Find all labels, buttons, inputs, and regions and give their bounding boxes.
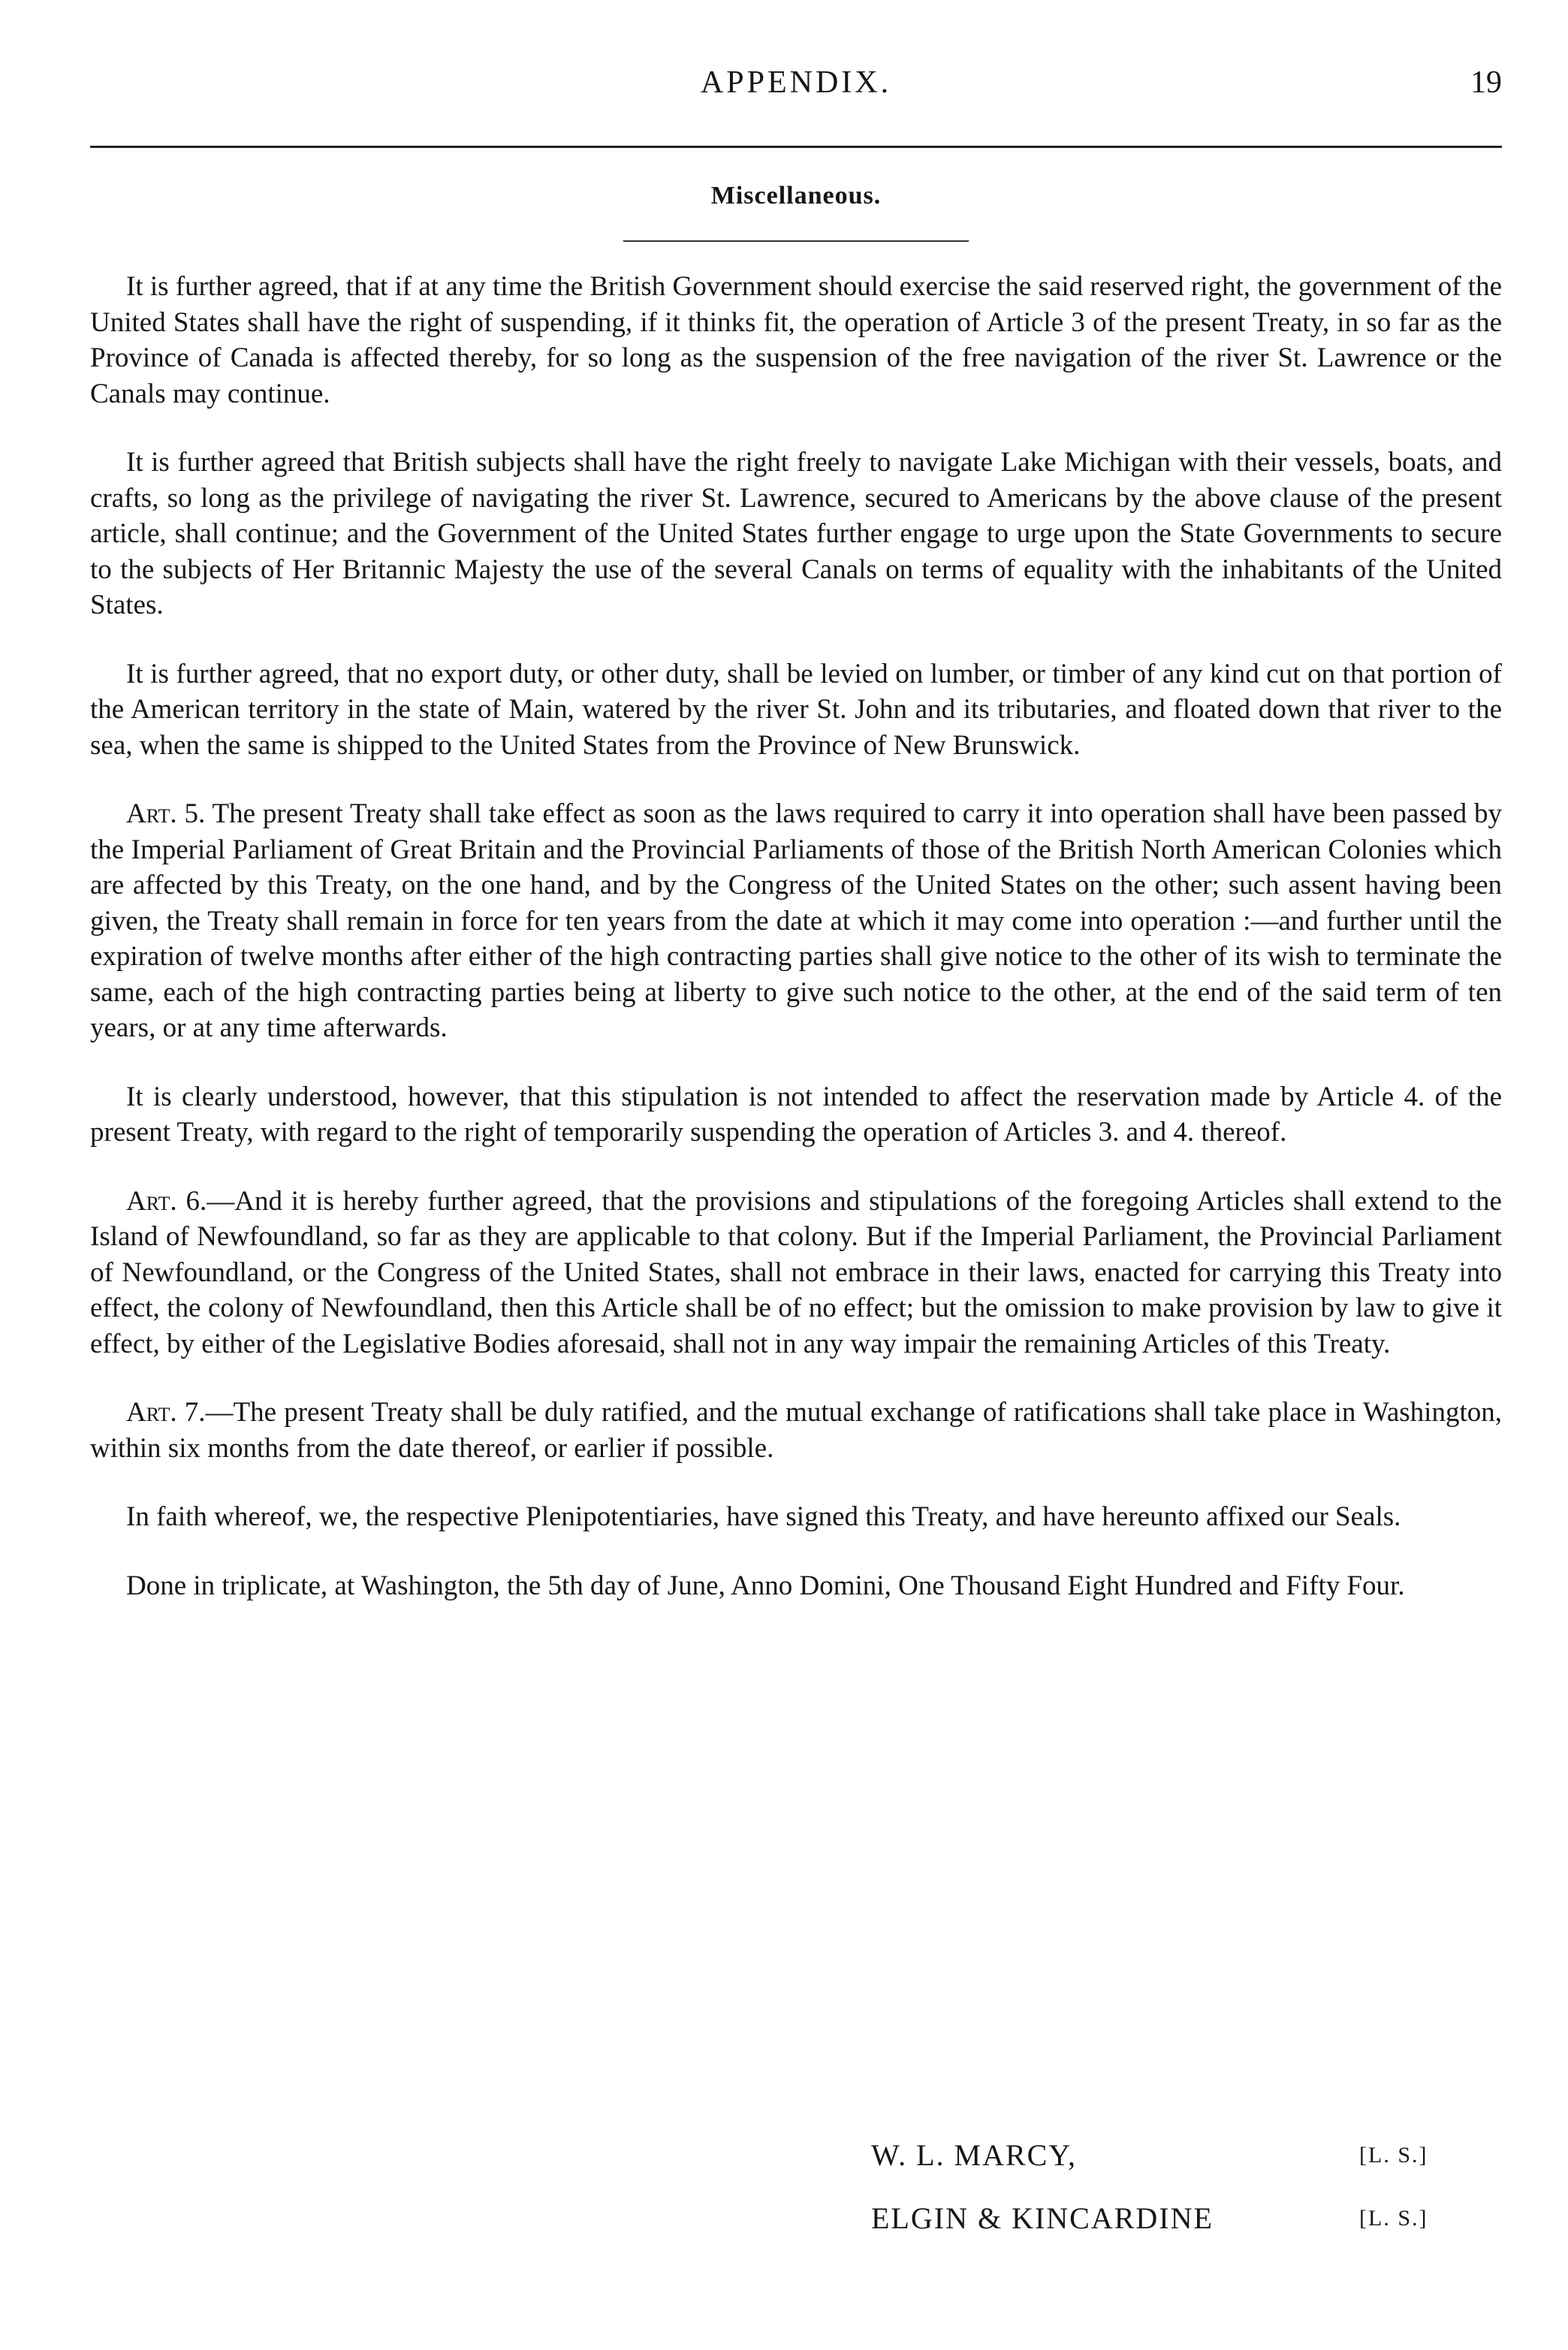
article-7-text: —The present Treaty shall be duly ratified, and the mutual exchange of ratifications shall take place in Washington, within six months from the date thereof, or earlier if possible. [90,1397,1502,1464]
page-number: 19 [1470,65,1502,100]
document-page [90,30,1502,2328]
article-7-label: Art. 7. [126,1397,206,1428]
page-title: APPENDIX. [700,65,892,100]
section-heading: Miscellaneous. [710,182,882,210]
header-rule [90,146,1502,148]
signature-row [871,2129,1502,2182]
article-6 [90,1184,1502,1362]
paragraph-reservation: It is clearly understood, however, that this stipulation is not intended to affect the reservation made by Article 4. of the present Treaty, with regard to the right of temporarily suspending the operation of Articles 3. and 4. thereof. [90,1081,1502,1148]
article-5-text: The present Treaty shall take effect as soon as the laws required to carry it into operation shall have been passed by the Imperial Parliament of Great Britain and the Provincial Parliaments of those of the British North American Colonies which are affected by this Treaty, on the one hand, and by the Congress of the United States on the other; such assent having been given, the Treaty shall remain in force for ten years from the date at which it may come into operation :—and further until the expiration of twelve months after either of the high contracting parties shall give notice to the other of its wish to terminate the same, each of the high contracting parties being at liberty to give such notice to the other, at the end of the said term of ten years, or at any time afterwards. [90,798,1502,1043]
seal-mark: [L. S.] [1359,2143,1428,2167]
article-6-text: —And it is hereby further agreed, that the provisions and stipulations of the foregoing Articles shall extend to the Island of Newfoundland, so far as they are applicable to that colony. But if the Imperial Parliament, the Provincial Parliament of Newfoundland, or the Congress of the United States, shall not embrace in their laws, enacted for carrying this Treaty into effect, the colony of Newfoundland, then this Article shall be of no effect; but the omission to make provision by law to give it effect, by either of the Legislative Bodies aforesaid, shall not in any way impair the remaining Articles of this Treaty. [90,1185,1502,1359]
article-5-label: Art. 5. [126,798,206,829]
paragraph-in-faith: In faith whereof, we, the respective Plenipotentiaries, have signed this Treaty, and have hereunto affixed our Seals. [126,1501,1401,1532]
document-body [90,269,1502,1637]
signatory-name: W. L. MARCY, [871,2138,1078,2172]
section-rule [623,240,969,242]
signatory-name: ELGIN & KINCARDINE [871,2201,1214,2235]
article-7 [90,1395,1502,1466]
running-head [90,60,1502,105]
paragraph-export-duty: It is further agreed, that no export duty, or other duty, shall be levied on lumber, or timber of any kind cut on that portion of the American territory in the state of Main, watered by the river St. John and its tributaries, and floated down that river to the sea, when the same is shipped to the United States from the Province of New Brunswick. [90,658,1502,761]
article-6-label: Art. 6. [126,1185,207,1217]
signature-block [90,2129,1502,2264]
seal-mark: [L. S.] [1359,2206,1428,2231]
paragraph-suspension-right: It is further agreed, that if at any time the British Government should exercise the said reserved right, the government of the United States shall have the right of suspending, if it thinks fit, the operation of Article 3 of the present Treaty, in so far as the Province of Canada is affected thereby, for so long as the suspension of the free navigation of the river St. Lawrence or the Canals may continue. [90,271,1502,409]
article-5 [90,796,1502,1046]
paragraph-lake-michigan: It is further agreed that British subjects shall have the right freely to navigate Lake Michigan with their vessels, boats, and crafts, so long as the privilege of navigating the river St. Lawrence, secured to Americans by the above clause of the present article, shall continue; and the Government of the United States further engage to urge upon the State Governments to secure to the subjects of Her Britannic Majesty the use of the several Canals on terms of equality with the inhabitants of the United States. [90,447,1502,620]
signature-row [871,2192,1502,2245]
paragraph-done-in-triplicate: Done in triplicate, at Washington, the 5th day of June, Anno Domini, One Thousand Eight Hundred and Fifty Four. [126,1570,1405,1601]
